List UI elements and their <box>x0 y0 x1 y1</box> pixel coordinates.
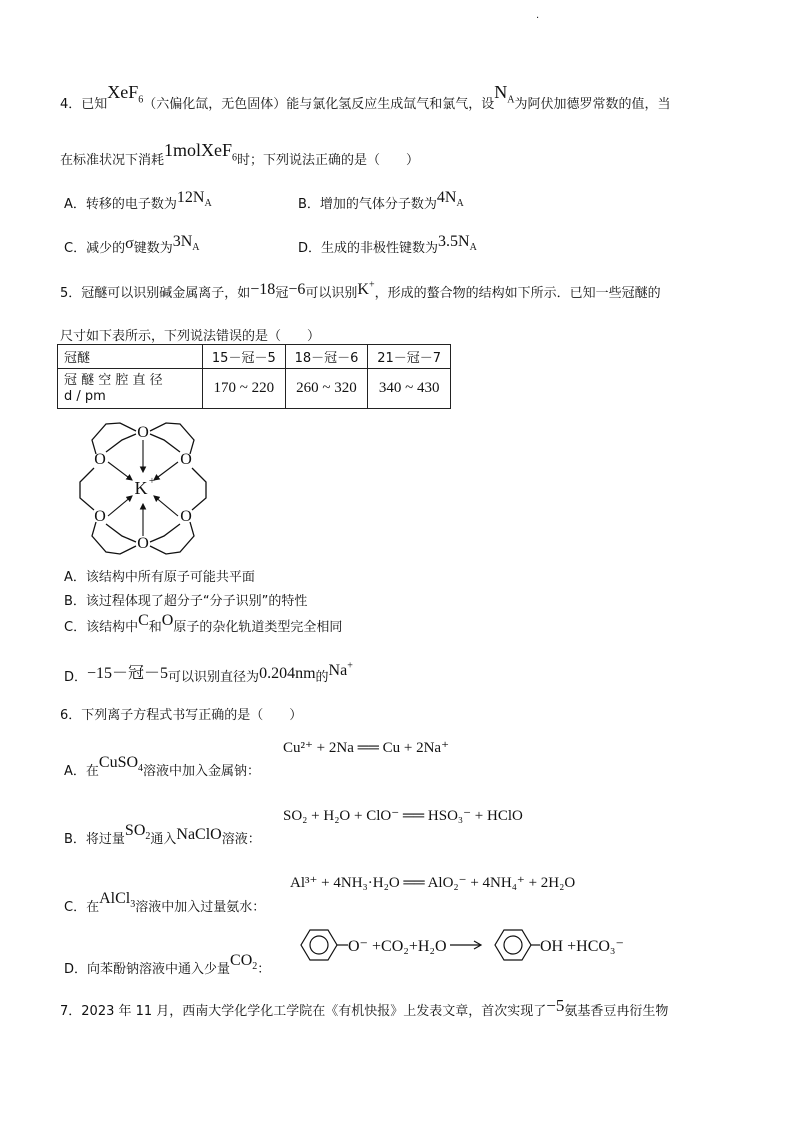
q4-option-c: C．减少的σ键数为$3N_A$ <box>64 233 200 256</box>
q5-line1: 5．冠醚可以识别碱金属离子，如−18冠−6可以识别K+，形成的螯合物的结构如下所示．已知一些冠醚的 <box>60 279 661 301</box>
q5-line2: 尺寸如下表所示，下列说法错误的是（ ） <box>60 329 321 344</box>
table-cell-18c6: 260 ~ 320 <box>285 369 368 409</box>
table-header-0: 冠醚 <box>58 345 203 369</box>
q4-line2-pre: 在标准状况下消耗 <box>60 153 165 168</box>
aromatic-circle-left <box>310 936 328 954</box>
q5-option-d: D．−15－冠－5可以识别直径为0.204nm的Na+ <box>64 660 353 685</box>
q5-option-c: C．该结构中C和O原子的杂化轨道类型完全相同 <box>64 612 343 635</box>
o-upper-left: O <box>94 451 106 468</box>
q4-line1 <box>60 82 671 116</box>
q4-text2: 为阿伏加德罗常数的值，当 <box>514 97 671 112</box>
q6-option-c: C．在AlCl$_3$溶液中加入过量氨水： <box>64 890 266 915</box>
crown-ether-table <box>57 344 451 409</box>
q6-b-equation: SO₂ + H₂O + ClO⁻ ══ HSO₃⁻ + HClO <box>283 808 523 824</box>
q6-option-b: B．将过量$SO_2$通入NaClO溶液： <box>64 822 261 847</box>
xef6-formula: XeF$_6$ <box>107 82 144 106</box>
eq-left-text: O⁻ +CO₂+H₂O <box>348 938 447 955</box>
o-top: O <box>137 424 149 441</box>
o-bottom: O <box>137 535 149 552</box>
o-lower-left: O <box>94 508 106 525</box>
table-cell-21c7: 340 ~ 430 <box>368 369 451 409</box>
k-ion: K <box>134 478 148 498</box>
q6-d-equation <box>290 922 750 968</box>
table-cell-15c5: 170 ~ 220 <box>203 369 286 409</box>
table-header-3: 21－冠－7 <box>368 345 451 369</box>
q6-stem: 6．下列离子方程式书写正确的是（ ） <box>60 708 303 723</box>
eq-right-text: OH +HCO₃⁻ <box>540 938 624 955</box>
table-header-2: 18－冠－6 <box>285 345 368 369</box>
q4-option-b: B．增加的气体分子数为$4N_A$ <box>298 189 464 212</box>
k-charge: + <box>148 475 156 487</box>
na-symbol: $N_A$ <box>494 82 515 106</box>
q4-text1: （六偏化氙，无色固体）能与氯化氢反应生成氙气和氯气，设 <box>143 97 495 112</box>
o-upper-right: O <box>180 451 192 468</box>
q7-line1: 7．2023 年 11 月，西南大学化学化工学院在《有机快报》上发表文章，首次实现了−5氨基香豆冉衍生物 <box>60 996 669 1019</box>
aromatic-circle-right <box>504 936 522 954</box>
crown-ether-structure <box>70 418 220 560</box>
benzene-ring-right <box>495 930 531 960</box>
q6-option-d: D．向苯酚钠溶液中通入少量$CO_2$： <box>64 952 271 977</box>
q4-option-d: D．生成的非极性键数为$3.5N_A$ <box>298 233 477 256</box>
q4-number: 4．已知 <box>60 97 108 112</box>
q4-option-a: A．转移的电子数为$12N_A$ <box>64 189 212 212</box>
q6-a-equation: Cu²⁺ + 2Na ══ Cu + 2Na⁺ <box>283 740 449 756</box>
header-dot: . <box>536 10 540 21</box>
benzene-ring-left <box>301 930 337 960</box>
o-lower-right: O <box>180 508 192 525</box>
q6-c-equation: Al³⁺ + 4NH₃·H₂O ══ AlO₂⁻ + 4NH₄⁺ + 2H₂O <box>290 875 576 891</box>
q5-option-a: A．该结构中所有原子可能共平面 <box>64 570 255 585</box>
q4-line2-post: 时；下列说法正确的是（ ） <box>237 153 420 168</box>
q6-option-a: A．在CuSO$_4$溶液中加入金属钠： <box>64 754 261 779</box>
table-row-label: 冠 醚 空 腔 直 径 d / pm <box>58 369 203 409</box>
mol-xef6: 1molXeF$_6$ <box>164 140 238 164</box>
q5-option-b: B．该过程体现了超分子“分子识别”的特性 <box>64 594 308 609</box>
table-header-1: 15－冠－5 <box>203 345 286 369</box>
q4-line2 <box>60 140 420 172</box>
